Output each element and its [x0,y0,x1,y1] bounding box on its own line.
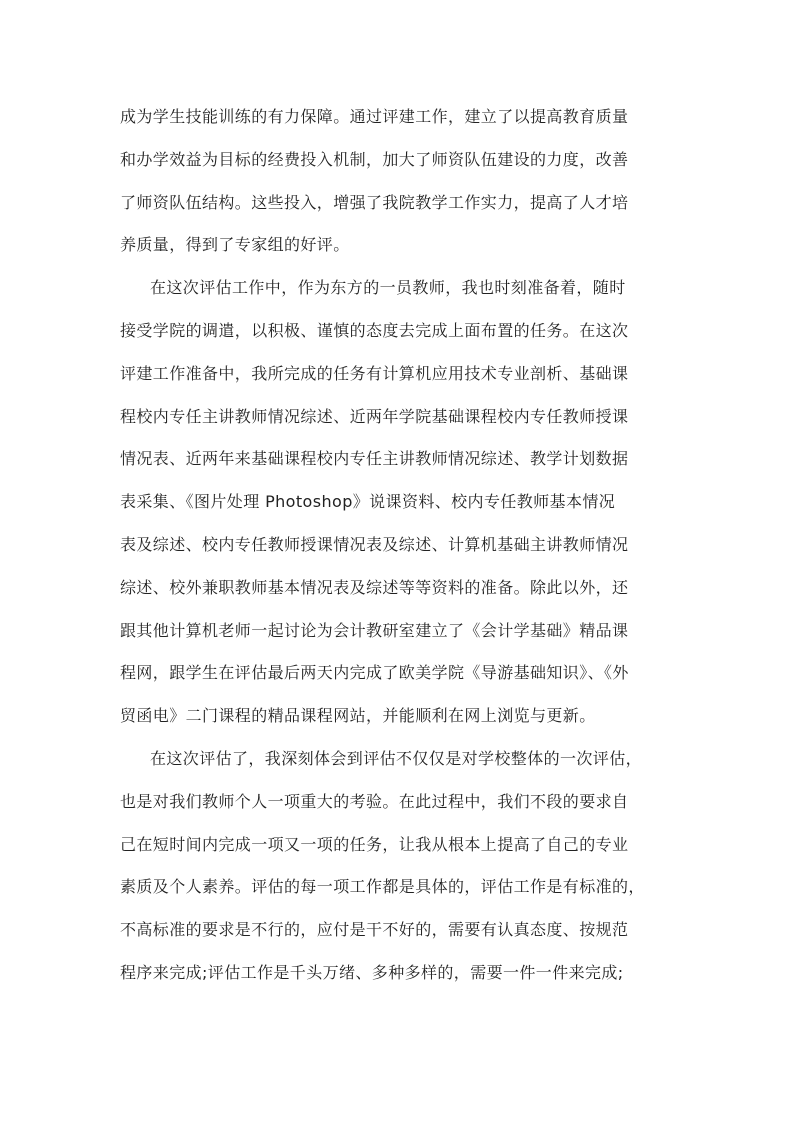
text-line: 跟其他计算机老师一起讨论为会计教研室建立了《会计学基础》精品课 [120,620,629,640]
text-line: 和办学效益为目标的经费投入机制，加大了师资队伍建设的力度，改善 [120,149,629,169]
text-line: 也是对我们教师个人一项重大的考验。在此过程中，我们不段的要求自 [120,791,629,811]
text-line: 程校内专任主讲教师情况综述、近两年学院基础课程校内专任教师授课 [120,406,629,426]
text-line: 程网，跟学生在评估最后两天内完成了欧美学院《导游基础知识》、《外 [120,663,629,683]
text-line: 评建工作准备中，我所完成的任务有计算机应用技术专业剖析、基础课 [120,363,629,383]
text-line: 在这次评估了，我深刻体会到评估不仅仅是对学校整体的一次评估， [150,748,643,768]
text-line: 情况表、近两年来基础课程校内专任主讲教师情况综述、教学计划数据 [120,449,629,469]
paragraph-3 [120,743,676,1000]
text-line: 养质量，得到了专家组的好评。 [120,235,350,255]
text-line: 成为学生技能训练的有力保障。通过评建工作，建立了以提高教育质量 [120,107,629,126]
text-line: 贸函电》二门课程的精品课程网站，并能顺利在网上浏览与更新。 [120,706,596,726]
text-line: 程序来完成;评估工作是千头万绪、多种多样的，需要一件一件来完成; [120,962,624,982]
paragraph-1 [120,101,676,272]
text-line: 接受学院的调遣，以积极、谨慎的态度去完成上面布置的任务。在这次 [120,320,629,340]
text-line: 综述、校外兼职教师基本情况表及综述等等资料的准备。除此以外，还 [120,577,629,597]
text-line: 素质及个人素养。评估的每一项工作都是具体的，评估工作是有标准的， [120,877,645,897]
text-line: 了师资队伍结构。这些投入，增强了我院教学工作实力，提高了人才培 [120,192,629,212]
text-line: 表采集、《图片处理 Photoshop》说课资料、校内专任教师基本情况 [120,492,616,512]
paragraph-2 [120,272,676,743]
text-line: 表及综述、校内专任教师授课情况表及综述、计算机基础主讲教师情况 [120,534,629,554]
document-page [120,101,676,1000]
text-line: 在这次评估工作中，作为东方的一员教师，我也时刻准备着，随时 [150,278,626,298]
text-line: 己在短时间内完成一项又一项的任务，让我从根本上提高了自己的专业 [120,834,629,854]
text-line: 不高标准的要求是不行的，应付是干不好的，需要有认真态度、按规范 [120,920,629,940]
